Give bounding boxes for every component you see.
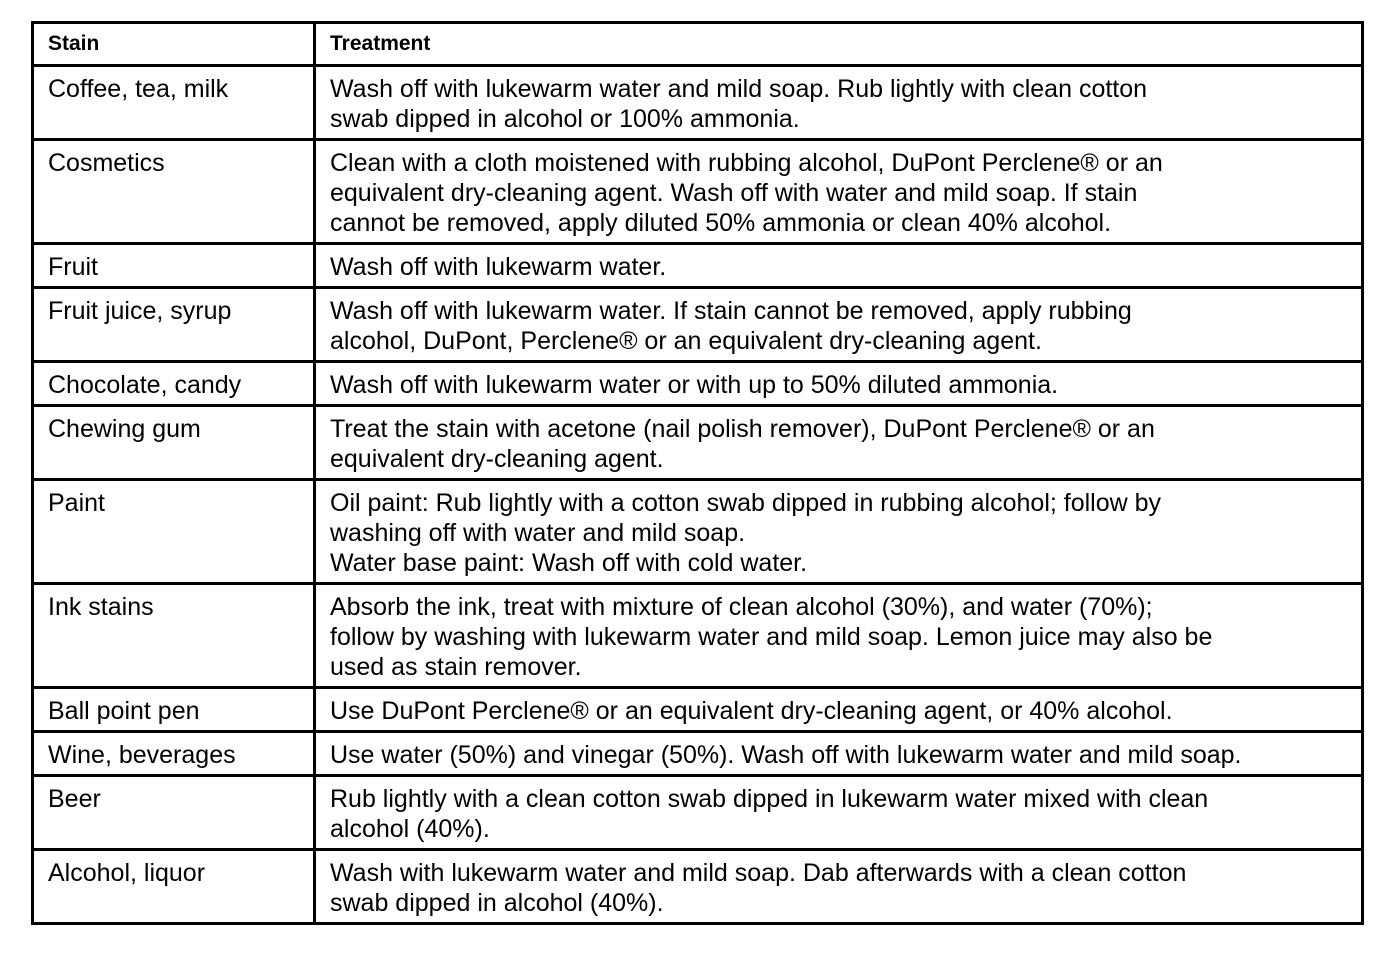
stain-cell: Ink stains — [33, 584, 315, 688]
stain-column-header: Stain — [33, 23, 315, 66]
treatment-line: Use water (50%) and vinegar (50%). Wash off with lukewarm water and mild soap. — [330, 741, 1242, 769]
treatment-cell — [315, 362, 1363, 406]
treatment-line: Treat the stain with acetone (nail polish remover), DuPont Perclene® or an — [330, 415, 1155, 443]
table-row — [33, 688, 1363, 732]
table-row — [33, 584, 1363, 688]
treatment-line: Water base paint: Wash off with cold water. — [330, 549, 808, 577]
table-row — [33, 362, 1363, 406]
treatment-line: Wash off with lukewarm water and mild soap. Rub lightly with clean cotton — [330, 75, 1148, 103]
stain-cell: Paint — [33, 480, 315, 584]
treatment-line: used as stain remover. — [330, 653, 582, 681]
treatment-line: equivalent dry-cleaning agent. Wash off with water and mild soap. If stain — [330, 179, 1138, 207]
stain-cell: Fruit — [33, 244, 315, 288]
treatment-line: equivalent dry-cleaning agent. — [330, 445, 664, 473]
treatment-line: cannot be removed, apply diluted 50% ammonia or clean 40% alcohol. — [330, 209, 1112, 237]
table-row — [33, 776, 1363, 850]
treatment-line: washing off with water and mild soap. — [330, 519, 746, 547]
treatment-line: swab dipped in alcohol or 100% ammonia. — [330, 105, 800, 133]
stain-cell: Ball point pen — [33, 688, 315, 732]
treatment-line: alcohol (40%). — [330, 815, 490, 843]
treatment-cell — [315, 288, 1363, 362]
treatment-cell — [315, 244, 1363, 288]
treatment-line: Clean with a cloth moistened with rubbing alcohol, DuPont Perclene® or an — [330, 149, 1163, 177]
stain-treatment-table — [31, 21, 1364, 925]
treatment-line: Rub lightly with a clean cotton swab dipped in lukewarm water mixed with clean — [330, 785, 1209, 813]
treatment-column-header: Treatment — [315, 23, 1363, 66]
table-row — [33, 850, 1363, 924]
treatment-cell — [315, 584, 1363, 688]
stain-cell: Cosmetics — [33, 140, 315, 244]
treatment-cell — [315, 140, 1363, 244]
table-row — [33, 732, 1363, 776]
stain-cell: Coffee, tea, milk — [33, 66, 315, 140]
treatment-line: Oil paint: Rub lightly with a cotton swab dipped in rubbing alcohol; follow by — [330, 489, 1162, 517]
stain-cell: Fruit juice, syrup — [33, 288, 315, 362]
treatment-line: Absorb the ink, treat with mixture of clean alcohol (30%), and water (70%); — [330, 593, 1153, 621]
stain-cell: Alcohol, liquor — [33, 850, 315, 924]
treatment-line: follow by washing with lukewarm water and mild soap. Lemon juice may also be — [330, 623, 1213, 651]
treatment-line: Wash off with lukewarm water. If stain cannot be removed, apply rubbing — [330, 297, 1132, 325]
stain-cell: Chewing gum — [33, 406, 315, 480]
treatment-line: Wash off with lukewarm water. — [330, 253, 667, 281]
stain-cell: Beer — [33, 776, 315, 850]
treatment-cell — [315, 688, 1363, 732]
table-row — [33, 406, 1363, 480]
table-header-row — [33, 23, 1363, 66]
treatment-line: Wash with lukewarm water and mild soap. Dab afterwards with a clean cotton — [330, 859, 1187, 887]
table-row — [33, 66, 1363, 140]
treatment-cell — [315, 66, 1363, 140]
treatment-cell — [315, 480, 1363, 584]
treatment-line: swab dipped in alcohol (40%). — [330, 889, 664, 917]
treatment-cell — [315, 732, 1363, 776]
stain-cell: Wine, beverages — [33, 732, 315, 776]
treatment-line: Use DuPont Perclene® or an equivalent dry-cleaning agent, or 40% alcohol. — [330, 697, 1173, 725]
stain-cell: Chocolate, candy — [33, 362, 315, 406]
treatment-cell — [315, 406, 1363, 480]
treatment-line: alcohol, DuPont, Perclene® or an equivalent dry-cleaning agent. — [330, 327, 1042, 355]
treatment-cell — [315, 850, 1363, 924]
stain-treatment-table-container — [31, 21, 1361, 925]
table-row — [33, 480, 1363, 584]
treatment-cell — [315, 776, 1363, 850]
treatment-line: Wash off with lukewarm water or with up to 50% diluted ammonia. — [330, 371, 1059, 399]
table-row — [33, 244, 1363, 288]
table-row — [33, 288, 1363, 362]
table-row — [33, 140, 1363, 244]
